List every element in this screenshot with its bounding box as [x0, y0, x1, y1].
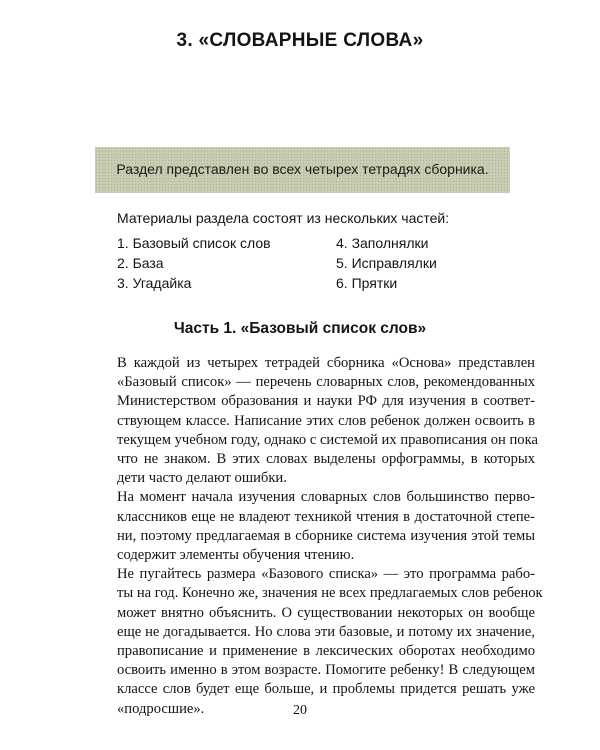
part-heading: Часть 1. «Базовый список слов» — [173, 320, 427, 337]
text-line: ни, поэтому предлагаемая в сборнике система изучения этой темы — [117, 527, 535, 544]
text-line: классников еще не владеют техникой чтения в достаточной степе- — [117, 508, 535, 525]
part-item: 2. База — [117, 255, 164, 271]
parts-list-right — [336, 233, 437, 293]
text-line: ты на год. Конечно же, значения не всех предлагаемых слов ребенок — [117, 585, 543, 602]
paragraph — [95, 565, 543, 719]
body-text — [95, 354, 543, 719]
paragraph — [95, 488, 535, 565]
parts-intro: Материалы раздела состоят из нескольких частей: — [117, 210, 450, 226]
text-line: дети часто делают ошибки. — [117, 470, 287, 487]
text-line: содержит элементы обучения чтению. — [117, 547, 355, 564]
text-line: может внятно объяснить. О существовании некоторых он вообще — [117, 604, 535, 621]
part-item: 3. Угадайка — [117, 275, 192, 291]
text-line: «подросшие». — [117, 700, 205, 717]
text-line: освоить именно в этом возрасте. Помогите ребенку! В следующем — [117, 662, 535, 679]
page-number: 20 — [293, 703, 307, 718]
text-line: Не пугайтесь размера «Базового списка» — это программа рабо- — [117, 566, 535, 583]
text-line: ствующем классе. Написание этих слов ребенок должен освоить в — [117, 412, 535, 429]
parts-list-left — [117, 233, 271, 293]
text-line: классе слов будет еще больше, и проблемы придется решать уже — [117, 681, 535, 698]
text-line: правописание и применение в лексических оборотах необходимо — [117, 643, 535, 660]
info-banner — [95, 147, 510, 193]
part-item: 1. Базовый список слов — [117, 235, 271, 251]
text-line: что не знаком. В этих словах выделены орфограммы, в которых — [117, 451, 535, 468]
part-item: 4. Заполнялки — [336, 235, 429, 251]
part-item: 5. Исправлялки — [336, 255, 437, 271]
paragraph — [95, 354, 538, 488]
part-item: 6. Прятки — [336, 275, 398, 291]
text-line: В каждой из четырех тетрадей сборника «Основа» представлен — [117, 355, 535, 371]
section-title: 3. «СЛОВАРНЫЕ СЛОВА» — [176, 30, 424, 51]
banner-text: Раздел представлен во всех четырех тетрадях сборника. — [116, 161, 489, 177]
text-line: На момент начала изучения словарных слов большинство перво- — [117, 489, 535, 506]
text-line: Министерством образования и науки РФ для изучения в соответ- — [117, 393, 535, 410]
text-line: еще не догадывается. Но слова эти базовые, и потому их значение, — [117, 623, 535, 640]
text-line: «Базовый список» — перечень словарных слов, рекомендованных — [117, 374, 535, 391]
text-line: текущем учебном году, однако с системой их правописания он пока — [117, 431, 538, 448]
